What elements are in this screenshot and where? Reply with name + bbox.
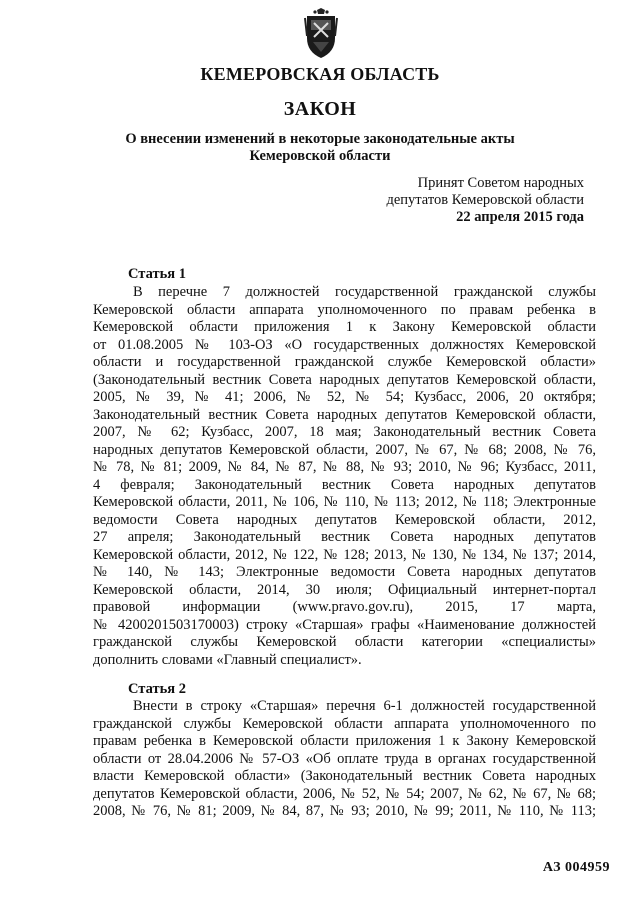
text-line: Кемеровской области, 2014, 30 июля; Официальный интернет-портал [93,581,596,598]
adoption-note-line: депутатов Кемеровской области [386,192,584,208]
text-line: 4 февраля; Законодательный вестник Совета народных депутатов [93,476,596,493]
document-title [0,131,640,165]
text-line: правам ребенка в Кемеровской области приложения 1 к Закону Кемеровской [93,733,596,749]
text-line: ведомости Совета народных депутатов Кемеровской области, 2012, [93,511,596,528]
article-2-text [93,698,596,821]
document-title-line: Кемеровской области [249,148,391,164]
text-line: № 78, № 81; 2009, № 84, № 87, № 88, № 93; 2010, № 96; Кузбасс, 2011, [93,459,596,475]
text-line: народных депутатов Кемеровской области, 2007, № 67, № 68; 2008, № 76, [93,441,596,458]
text-line: Кемеровской области аппарата уполномоченного по правам ребенка в [93,301,596,318]
text-line: области от 28.04.2006 № 57-ОЗ «Об оплате труда в органах государственной [93,750,596,767]
coat-of-arms-icon [303,8,339,60]
text-line: (Законодательный вестник Совета народных депутатов Кемеровской области, [93,371,596,388]
text-line: 2008, № 76, № 81; 2009, № 84, 87, № 93; 2010, № 99; 2011, № 110, № 113; [93,803,596,819]
article-1-text [93,284,596,669]
article-1-heading: Статья 1 [128,266,186,282]
text-line: В перечне 7 должностей государственной гражданской службы [133,284,596,300]
text-line: области и государственной гражданской службе Кемеровской области» [93,354,596,370]
text-line: № 4200201503170003) строку «Старшая» графы «Наименование должностей [93,616,596,633]
text-line: Законодательный вестник Совета народных депутатов Кемеровской области, [93,406,596,423]
text-line: гражданской службы Кемеровской области аппарата уполномоченного по [93,715,596,732]
adoption-note-line: Принят Советом народных [417,175,584,191]
text-line: депутатов Кемеровской области, 2006, № 52, № 54; 2007, № 62, № 67, № 68; [93,785,596,802]
text-line: правовой информации (www.pravo.gov.ru), 2015, 17 марта, [93,599,596,615]
text-line: Кемеровской области приложения 1 к Закону Кемеровской области [93,319,596,335]
text-line: 27 апреля; Законодательный вестник Совета народных депутатов [93,529,596,545]
region-name: КЕМЕРОВСКАЯ ОБЛАСТЬ [200,64,440,84]
text-line: от 01.08.2005 № 103-ОЗ «О государственных должностях Кемеровской [93,336,596,353]
document-type: ЗАКОН [283,98,357,120]
text-line: гражданской службы Кемеровской области категории «специалисты» [93,634,596,650]
adoption-note [386,175,584,226]
text-line: 2005, № 39, № 41; 2006, № 52, № 54; Кузбасс, 2006, 20 октября; [93,389,596,405]
article-2-heading: Статья 2 [128,681,186,697]
text-line: власти Кемеровской области» (Законодательный вестник Совета народных [93,768,596,784]
text-line: № 140, № 143; Электронные ведомости Совета народных депутатов [93,564,596,580]
text-line: Кемеровской области, 2011, № 106, № 110, № 113; 2012, № 118; Электронные [93,494,596,510]
document-title-line: О внесении изменений в некоторые законодательные акты [125,131,515,147]
text-line: Кемеровской области, 2012, № 122, № 128; 2013, № 130, № 134, № 137; 2014, [93,546,596,563]
text-line: Внести в строку «Старшая» перечня 6-1 должностей государственной [133,698,596,714]
text-line: 2007, № 62; Кузбасс, 2007, 18 мая; Законодательный вестник Совета [93,424,596,440]
adoption-date: 22 апреля 2015 года [456,209,584,225]
serial-number: АЗ 004959 [542,860,610,875]
text-line: дополнить словами «Главный специалист». [93,651,362,668]
